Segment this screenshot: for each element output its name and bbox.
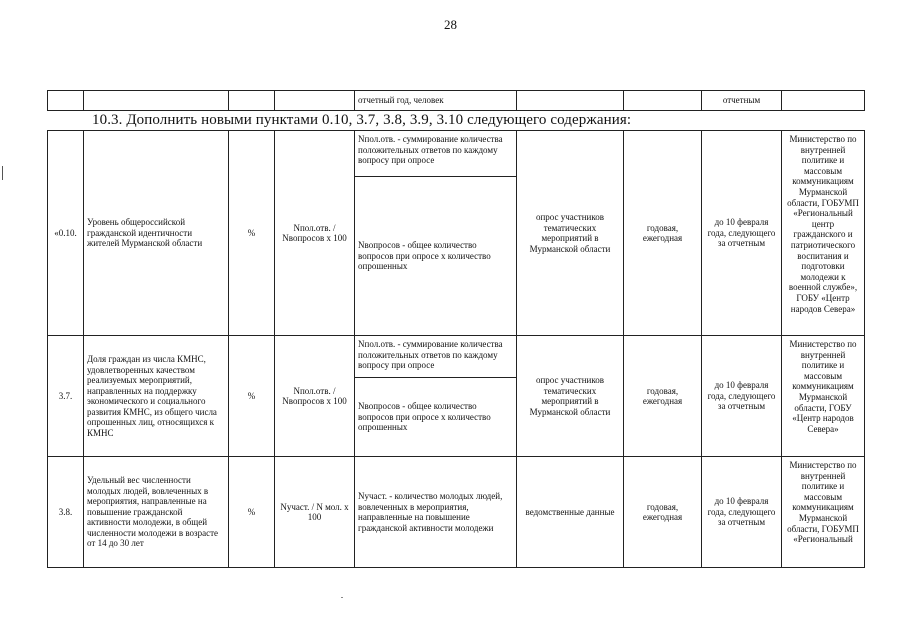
table-cell: отчетным xyxy=(702,91,782,111)
table-row xyxy=(48,131,865,177)
row-number: 3.7. xyxy=(48,336,84,457)
indicator-name: Доля граждан из числа КМНС, удовлетворенных качеством реализуемых мероприятий, направленных на поддержку экономического и социального развития КМНС, из общего числа опрошенных лиц, относящихся к КМНС xyxy=(84,336,229,457)
data-source: ведомственные данные xyxy=(517,457,624,568)
responsible: Министерство по внутренней политике и массовым коммуникациям Мурманской области, ГОБУ «Центр народов Севера» xyxy=(782,336,865,457)
table-row xyxy=(48,91,865,111)
responsible: Министерство по внутренней политике и массовым коммуникациям Мурманской области, ГОБУМП «Региональный xyxy=(782,457,865,568)
deadline: до 10 февраля года, следующего за отчетным xyxy=(702,457,782,568)
table-cell xyxy=(48,91,84,111)
table-cell: отчетный год, человек xyxy=(355,91,517,111)
indicator-name: Уровень общероссийской гражданской идентичности жителей Мурманской области xyxy=(84,131,229,336)
margin-mark xyxy=(2,166,3,180)
table-cell xyxy=(517,91,624,111)
table-cell xyxy=(782,91,865,111)
data-source: опрос участников тематических мероприятий в Мурманской области xyxy=(517,131,624,336)
deadline: до 10 февраля года, следующего за отчетным xyxy=(702,336,782,457)
table-row xyxy=(48,336,865,378)
unit: % xyxy=(229,457,275,568)
table-row xyxy=(48,457,865,568)
indicator-name: Удельный вес численности молодых людей, вовлеченных в мероприятия, направленные на повышение гражданской активности молодежи, в общей численности молодежи в возрасте от 14 до 30 лет xyxy=(84,457,229,568)
periodicity: годовая, ежегодная xyxy=(624,457,702,568)
definition-questions: Nвопросов - общее количество вопросов при опросе х количество опрошенных xyxy=(355,177,517,336)
unit: % xyxy=(229,131,275,336)
deadline: до 10 февраля года, следующего за отчетным xyxy=(702,131,782,336)
periodicity: годовая, ежегодная xyxy=(624,336,702,457)
periodicity: годовая, ежегодная xyxy=(624,131,702,336)
section-heading: 10.3. Дополнить новыми пунктами 0.10, 3.7, 3.8, 3.9, 3.10 следующего содержания: xyxy=(92,112,632,128)
formula: Nпол.отв. / Nвопросов х 100 xyxy=(275,131,355,336)
definition-positive: Nпол.отв. - суммирование количества положительных ответов по каждому вопросу при опросе xyxy=(355,336,517,378)
table-cell xyxy=(275,91,355,111)
definition-participants: Nучаст. - количество молодых людей, вовлеченных в мероприятия, направленные на повышение гражданской активности молодежи xyxy=(355,457,517,568)
scan-speck xyxy=(341,597,343,598)
row-number: «0.10. xyxy=(48,131,84,336)
formula: Nучаст. / N мол. х 100 xyxy=(275,457,355,568)
table-cell xyxy=(624,91,702,111)
indicators-table xyxy=(47,130,865,568)
definition-questions: Nвопросов - общее количество вопросов при опросе х количество опрошенных xyxy=(355,378,517,457)
table-cell xyxy=(84,91,229,111)
definition-positive: Nпол.отв. - суммирование количества положительных ответов по каждому вопросу при опросе xyxy=(355,131,517,177)
previous-table-tail xyxy=(47,90,865,111)
responsible: Министерство по внутренней политике и массовым коммуникациям Мурманской области, ГОБУМП «Региональный центр гражданского и патриотического воспитания и подготовки молодежи к военной службе», ГОБУ «Центр народов Севера» xyxy=(782,131,865,336)
table-cell xyxy=(229,91,275,111)
row-number: 3.8. xyxy=(48,457,84,568)
formula: Nпол.отв. / Nвопросов х 100 xyxy=(275,336,355,457)
page-number: 28 xyxy=(444,17,457,32)
unit: % xyxy=(229,336,275,457)
data-source: опрос участников тематических мероприятий в Мурманской области xyxy=(517,336,624,457)
